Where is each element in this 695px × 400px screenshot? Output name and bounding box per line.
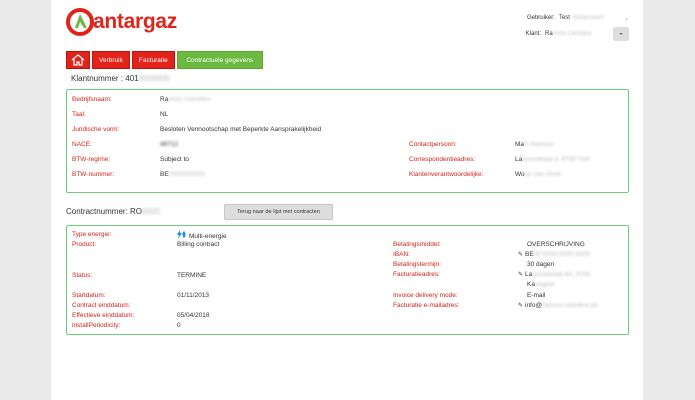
taal-label: Taal: (72, 111, 86, 118)
betalingsmiddel-value: OVERSCHRIJVING (527, 241, 585, 248)
pencil-icon[interactable]: ✎ (518, 303, 524, 309)
klant-label: Klant: (525, 31, 541, 37)
betalingstermijn-label: Betalingstermijn: (393, 261, 442, 268)
status-label: Status: (72, 272, 93, 279)
taal-value: NL (160, 111, 169, 118)
gebruiker-label: Gebruiker: (526, 15, 555, 21)
juridische-vorm-label: Juridische vorm: (72, 126, 120, 133)
facturatieadres-label: Facturatieadres: (393, 271, 440, 278)
btw-nummer-label: BTW-nummer: (72, 171, 115, 178)
klant-row (526, 28, 629, 40)
tab-facturatie[interactable]: Facturatie (132, 51, 175, 69)
customer-details-panel (66, 89, 629, 193)
product-value: Billing contract (177, 241, 220, 248)
contractnummer-title: Contractnummer: RO0000 (66, 207, 160, 216)
logo-text: antargaz (93, 10, 177, 33)
contactpersoon-label: Contactpersoon: (409, 141, 457, 148)
iban-value: ✎ BE00 0000 0000 0000 (518, 251, 590, 258)
status-value: TERMINE (177, 272, 207, 279)
bedrijfsnaam-label: Bedrijfsnaam: (72, 96, 112, 103)
client-select-button[interactable] (613, 27, 629, 41)
antargaz-logo[interactable] (66, 8, 177, 36)
nace-label: NACE: (72, 141, 92, 148)
btw-nummer-value: BE0000000000 (160, 171, 205, 178)
invoice-delivery-label: Invoice delivery mode: (393, 292, 458, 299)
logo-mark-icon (66, 8, 94, 36)
juridische-vorm-value: Besloten Vennootschap met Beperkte Aansprakelijkheid (160, 126, 322, 133)
chevron-down-icon[interactable]: ⌄ (623, 15, 629, 22)
bedrijfsnaam-value: Rannox Cannière (160, 96, 211, 103)
facturatieadres-line2: Kanegem (527, 281, 555, 288)
klantenverantwoordelijke-value: Woter van Huck (515, 171, 562, 178)
page-container (51, 0, 643, 400)
facturatie-email-label: Facturatie e-mailadres: (393, 302, 460, 309)
btw-regime-value: Subject to (160, 156, 189, 163)
facturatieadres-value: ✎ Lannoxstraat 4A, 8700 (518, 271, 591, 278)
tab-contractuele-gegevens[interactable]: Contractuele gegevens (177, 51, 263, 69)
tab-verbruik[interactable]: Verbruik (92, 51, 130, 69)
install-periodicity-label: installPeriodicity: (72, 322, 121, 329)
home-icon (71, 54, 85, 66)
contract-einddatum-label: Contract einddatum: (72, 302, 131, 309)
type-energie-label: Type energie: (72, 231, 112, 238)
install-periodicity-value: 0 (177, 322, 181, 329)
klant-value: Rannox Cannière (545, 31, 592, 37)
multi-energy-icon (177, 230, 187, 239)
type-energie-value: Multi-energie (177, 230, 227, 240)
iban-label: IBAN: (393, 251, 410, 258)
product-label: Product: (72, 241, 97, 248)
user-row (526, 12, 629, 24)
user-area (526, 12, 629, 44)
pencil-icon[interactable]: ✎ (518, 252, 524, 258)
effectieve-einddatum-value: 05/04/2018 (177, 312, 210, 319)
pencil-icon[interactable]: ✎ (518, 272, 524, 278)
startdatum-value: 01/11/2013 (177, 292, 210, 299)
contactpersoon-value: Marc Rannox (515, 141, 554, 148)
correspondentieadres-label: Correspondentieadres: (409, 156, 476, 163)
betalingsmiddel-label: Betalingsmiddel: (393, 241, 441, 248)
klantenverantwoordelijke-label: Klantenverantwoordelijke: (409, 171, 484, 178)
betalingstermijn-value: 30 dagen (527, 261, 555, 268)
btw-regime-label: BTW-regime: (72, 156, 111, 163)
nav-tabs (66, 51, 265, 69)
nace-value: 46712 (160, 141, 179, 148)
contract-details-panel (66, 225, 629, 335)
klantnummer-title: Klantnummer : 4010000000 (71, 74, 170, 83)
startdatum-label: Startdatum: (72, 292, 106, 299)
invoice-delivery-value: E-mail (527, 292, 546, 299)
gebruiker-value[interactable]: Test Testaccount (558, 15, 604, 21)
effectieve-einddatum-label: Effectieve einddatum: (72, 312, 135, 319)
back-to-contracts-button[interactable]: Terug naar de lijst met contracten (224, 204, 333, 220)
facturatie-email-value: ✎ info@rannox-cannière.be (518, 302, 599, 309)
correspondentieadres-value: Lannoxstraat 4, 8700 Tielt (515, 156, 590, 163)
tab-home[interactable] (66, 51, 90, 69)
